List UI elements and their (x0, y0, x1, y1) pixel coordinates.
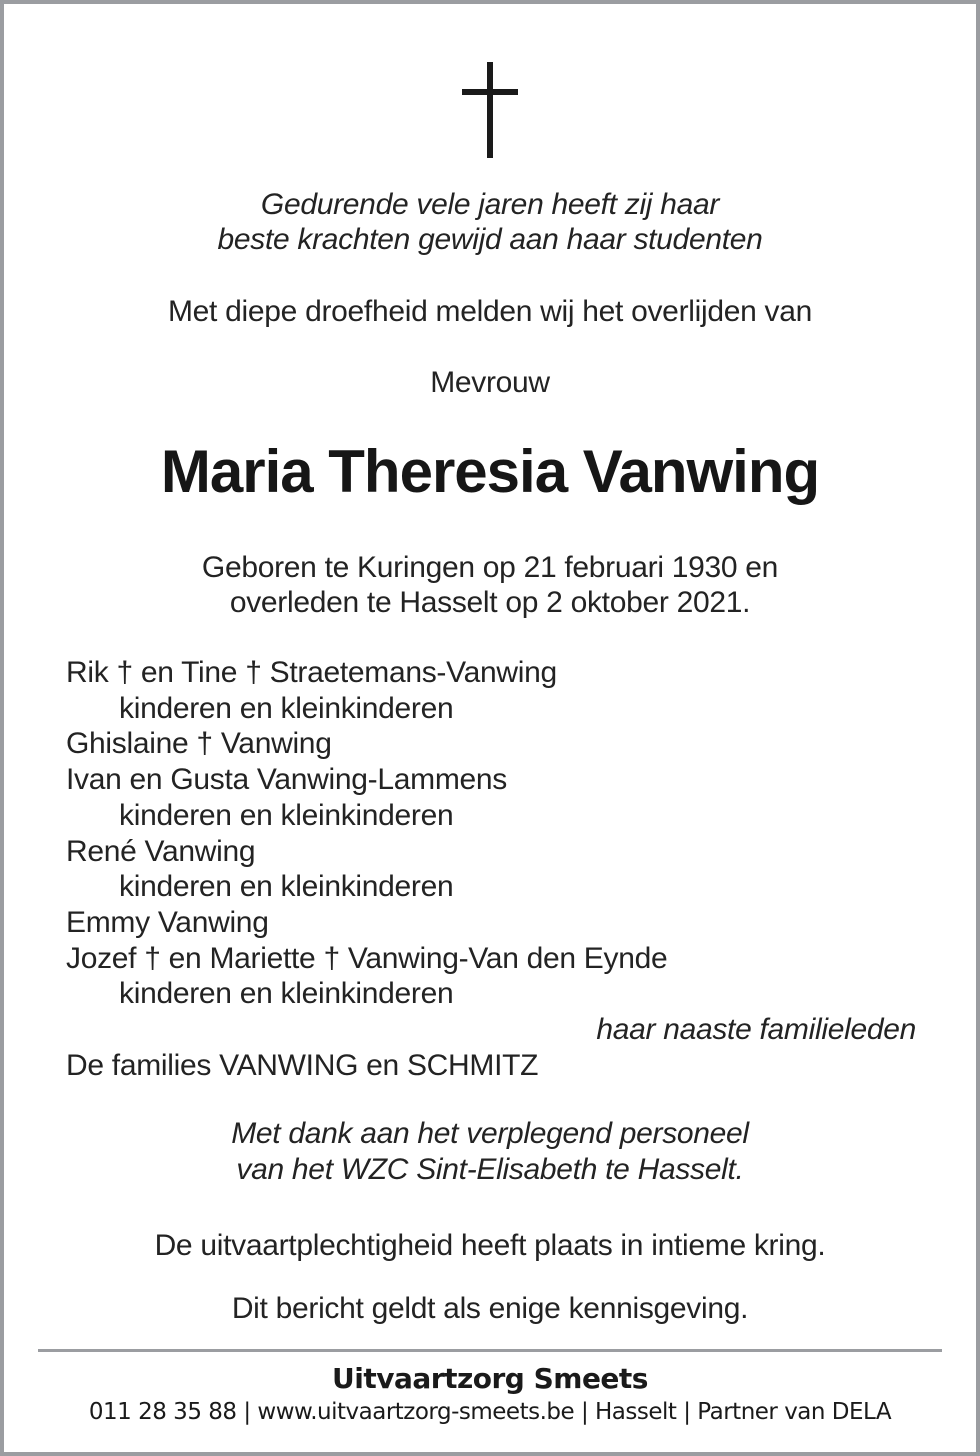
funeral-home-name: Uitvaartzorg Smeets (332, 1362, 648, 1396)
family-line: René Vanwing (66, 834, 256, 868)
family-line: Jozef † en Mariette † Vanwing-Van den Eynde (66, 941, 668, 975)
announcement-line: Met diepe droefheid melden wij het overlijden van (167, 295, 813, 328)
acknowledgement-line-2: van het WZC Sint-Elisabeth te Hasselt. (236, 1153, 744, 1187)
epitaph-line-2: beste krachten gewijd aan haar studenten (217, 223, 763, 256)
cross-vertical-bar (487, 62, 493, 158)
family-closing-relatives: haar naaste familieleden (596, 1013, 916, 1047)
family-line: Ivan en Gusta Vanwing-Lammens (66, 763, 507, 797)
cross-icon (462, 62, 518, 158)
cross-horizontal-bar (462, 89, 518, 95)
family-line: Emmy Vanwing (66, 905, 269, 939)
family-line: kinderen en kleinkinderen (119, 977, 454, 1011)
death-line: overleden te Hasselt op 2 oktober 2021. (229, 586, 751, 619)
family-line: kinderen en kleinkinderen (119, 870, 454, 904)
footer-separator (38, 1349, 942, 1352)
funeral-home-contact: 011 28 35 88 | www.uitvaartzorg-smeets.be | Hasselt | Partner van DELA (88, 1399, 892, 1426)
life-dates (4, 550, 976, 620)
family-line: Ghislaine † Vanwing (66, 727, 332, 761)
deceased-name: Maria Theresia Vanwing (160, 438, 820, 505)
family-list (4, 655, 976, 1083)
salutation: Mevrouw (430, 366, 550, 399)
closing-notice: Dit bericht geldt als enige kennisgeving. (231, 1292, 749, 1326)
epitaph-line-1: Gedurende vele jaren heeft zij haar (260, 188, 720, 221)
ceremony-notice: De uitvaartplechtigheid heeft plaats in intieme kring. (154, 1229, 826, 1263)
epitaph (4, 187, 976, 257)
family-line: kinderen en kleinkinderen (119, 798, 454, 832)
acknowledgement (4, 1116, 976, 1188)
birth-line: Geboren te Kuringen op 21 februari 1930 en (201, 551, 779, 584)
acknowledgement-line-1: Met dank aan het verplegend personeel (231, 1117, 749, 1151)
family-surnames-line: De families VANWING en SCHMITZ (66, 1048, 539, 1082)
family-line: kinderen en kleinkinderen (119, 691, 454, 725)
family-line: Rik † en Tine † Straetemans-Vanwing (66, 656, 557, 689)
